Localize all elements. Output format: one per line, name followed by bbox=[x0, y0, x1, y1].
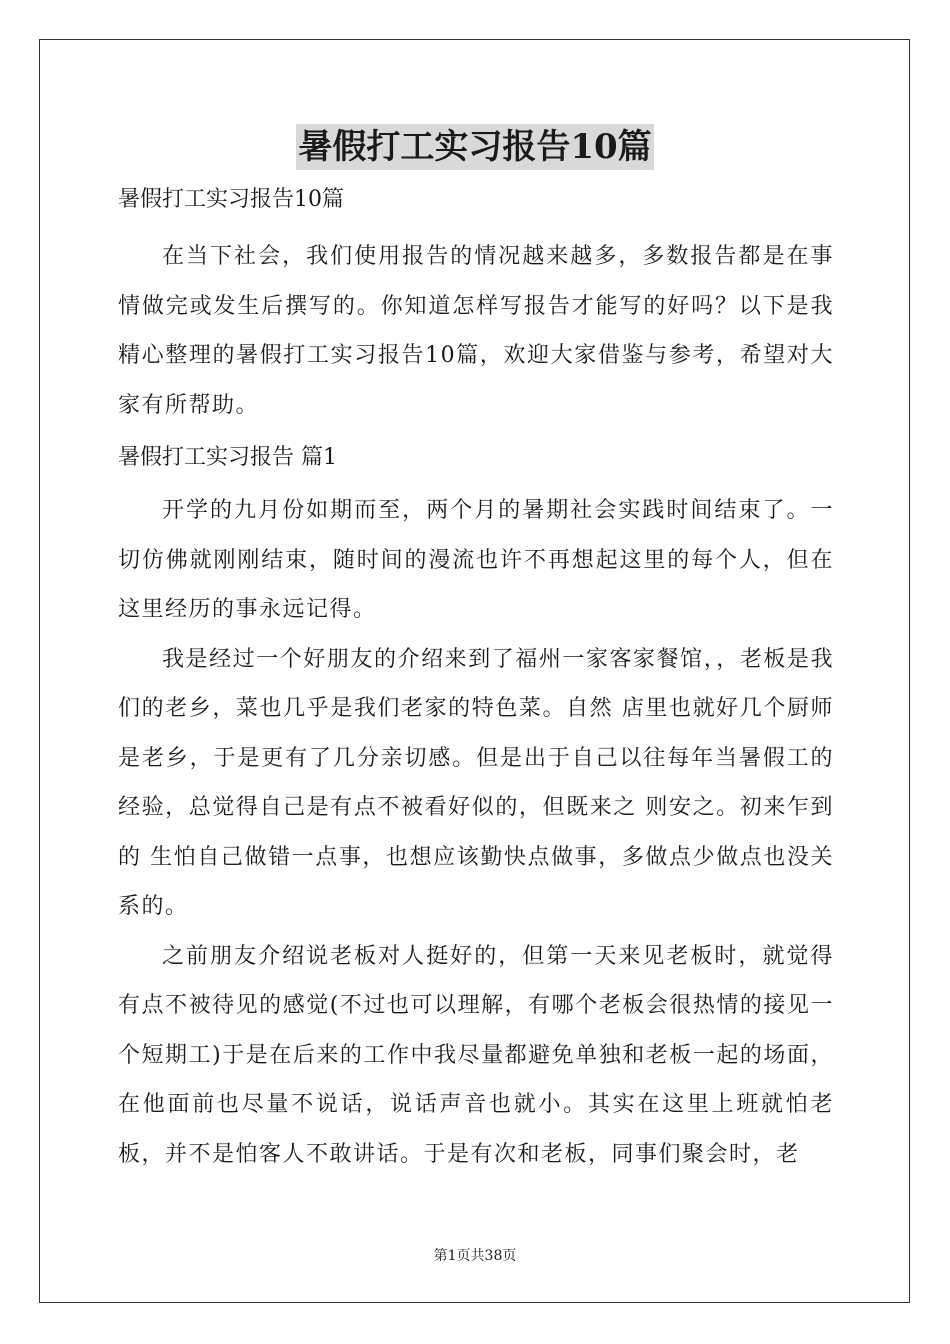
document-body bbox=[118, 180, 834, 1179]
page-number: 第1页 bbox=[433, 1248, 471, 1264]
document-subtitle: 暑假打工实习报告10篇 bbox=[118, 187, 344, 212]
section-heading: 暑假打工实习报告 篇1 bbox=[118, 445, 337, 470]
document-title: 暑假打工实习报告10篇 bbox=[296, 124, 653, 170]
body-paragraph-2: 我是经过一个好朋友的介绍来到了福州一家客家餐馆，，老板是我们的老乡，菜也几乎是我们老家的特色菜。自然 店里也就好几个厨师是老乡，于是更有了几分亲切感。但是出于自己以往每年当暑假工的经验，总觉得自己是有点不被看好似的，但既来之 则安之。初来乍到的 生怕自己做错一点事，也想应该勤快点做事，多做点少做点也没关系的。 bbox=[118, 646, 834, 919]
title-container bbox=[0, 124, 950, 170]
body-paragraph-3: 之前朋友介绍说老板对人挺好的，但第一天来见老板时，就觉得有点不被待见的感觉(不过也可以理解，有哪个老板会很热情的接见一个短期工)于是在后来的工作中我尽量都避免单独和老板一起的场面，在他面前也尽量不说话，说话声音也就小。其实在这里上班就怕老板，并不是怕客人不敢讲话。于是有次和老板，同事们聚会时，老 bbox=[118, 943, 834, 1167]
body-paragraph-1: 开学的九月份如期而至，两个月的暑期社会实践时间结束了。一切仿佛就刚刚结束，随时间的漫流也许不再想起这里的每个人，但在这里经历的事永远记得。 bbox=[118, 498, 834, 622]
intro-paragraph: 在当下社会，我们使用报告的情况越来越多，多数报告都是在事情做完或发生后撰写的。你知道怎样写报告才能写的好吗？以下是我精心整理的暑假打工实习报告10篇，欢迎大家借鉴与参考，希望对大家有所帮助。 bbox=[118, 244, 834, 418]
page-footer bbox=[0, 1247, 950, 1265]
page-total: 共38页 bbox=[470, 1248, 517, 1264]
